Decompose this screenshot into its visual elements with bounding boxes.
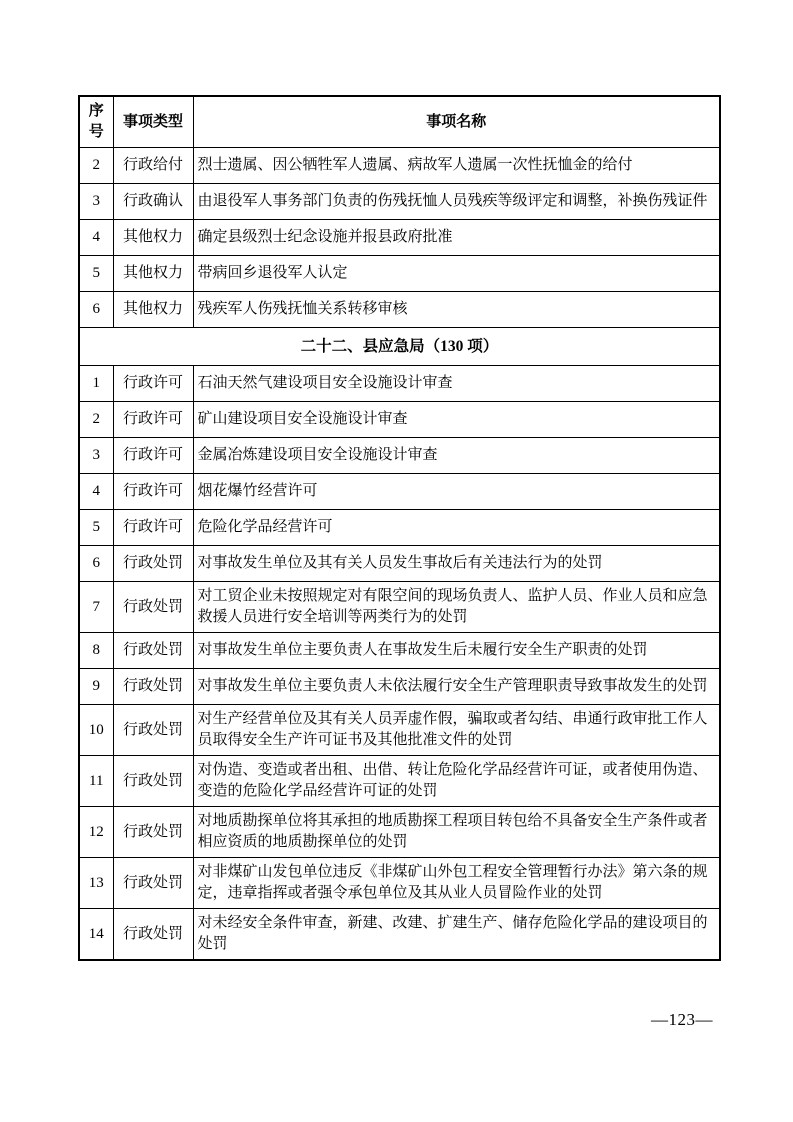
table-row: [79, 756, 720, 807]
cell-serial-number: 1: [79, 366, 113, 402]
table-row: [79, 474, 720, 510]
cell-item-type: 行政处罚: [113, 858, 193, 909]
cell-serial-number: 6: [79, 292, 113, 328]
table-row: [79, 705, 720, 756]
cell-serial-number: 4: [79, 474, 113, 510]
cell-item-name: 确定县级烈士纪念设施并报县政府批准: [193, 220, 720, 256]
cell-serial-number: 3: [79, 184, 113, 220]
table-row: [79, 510, 720, 546]
section-title: 二十二、县应急局（130 项）: [79, 328, 720, 366]
table-row: [79, 402, 720, 438]
cell-item-type: 行政处罚: [113, 705, 193, 756]
cell-item-name: 烟花爆竹经营许可: [193, 474, 720, 510]
cell-serial-number: 6: [79, 546, 113, 582]
cell-serial-number: 14: [79, 909, 113, 961]
cell-serial-number: 4: [79, 220, 113, 256]
cell-item-name: 对伪造、变造或者出租、出借、转让危险化学品经营许可证，或者使用伪造、变造的危险化学品经营许可证的处罚: [193, 756, 720, 807]
cell-item-name: 对生产经营单位及其有关人员弄虚作假，骗取或者勾结、串通行政审批工作人员取得安全生产许可证书及其他批准文件的处罚: [193, 705, 720, 756]
table-body: [79, 148, 720, 961]
cell-item-name: 矿山建设项目安全设施设计审查: [193, 402, 720, 438]
cell-serial-number: 5: [79, 256, 113, 292]
table-row: [79, 546, 720, 582]
cell-item-type: 行政处罚: [113, 909, 193, 961]
cell-item-type: 行政处罚: [113, 807, 193, 858]
page-number: —123—: [651, 1010, 713, 1029]
cell-serial-number: 2: [79, 148, 113, 184]
table-row: [79, 909, 720, 961]
cell-serial-number: 7: [79, 582, 113, 633]
cell-item-type: 行政处罚: [113, 756, 193, 807]
cell-item-type: 行政许可: [113, 402, 193, 438]
table-row: [79, 582, 720, 633]
table-row: [79, 184, 720, 220]
section-header-row: [79, 328, 720, 366]
cell-item-name: 对事故发生单位主要负责人未依法履行安全生产管理职责导致事故发生的处罚: [193, 669, 720, 705]
cell-item-type: 行政许可: [113, 438, 193, 474]
cell-serial-number: 12: [79, 807, 113, 858]
table-row: [79, 256, 720, 292]
table-row: [79, 858, 720, 909]
cell-item-name: 带病回乡退役军人认定: [193, 256, 720, 292]
cell-item-name: 对非煤矿山发包单位违反《非煤矿山外包工程安全管理暂行办法》第六条的规定，违章指挥或者强令承包单位及其从业人员冒险作业的处罚: [193, 858, 720, 909]
cell-item-type: 行政处罚: [113, 546, 193, 582]
cell-item-name: 由退役军人事务部门负责的伤残抚恤人员残疾等级评定和调整，补换伤残证件: [193, 184, 720, 220]
table-row: [79, 669, 720, 705]
cell-serial-number: 10: [79, 705, 113, 756]
cell-item-type: 行政处罚: [113, 582, 193, 633]
header-item-name: 事项名称: [193, 96, 720, 148]
cell-item-name: 对工贸企业未按照规定对有限空间的现场负责人、监护人员、作业人员和应急救援人员进行安全培训等两类行为的处罚: [193, 582, 720, 633]
cell-item-type: 行政处罚: [113, 669, 193, 705]
cell-item-name: 对未经安全条件审查，新建、改建、扩建生产、储存危险化学品的建设项目的处罚: [193, 909, 720, 961]
cell-item-type: 行政确认: [113, 184, 193, 220]
cell-item-name: 金属冶炼建设项目安全设施设计审查: [193, 438, 720, 474]
table-row: [79, 438, 720, 474]
cell-serial-number: 3: [79, 438, 113, 474]
cell-item-type: 其他权力: [113, 220, 193, 256]
approval-items-table: [78, 95, 721, 961]
cell-item-type: 行政许可: [113, 366, 193, 402]
header-serial-number: 序号: [79, 96, 113, 148]
cell-serial-number: 9: [79, 669, 113, 705]
cell-item-name: 残疾军人伤残抚恤关系转移审核: [193, 292, 720, 328]
cell-serial-number: 2: [79, 402, 113, 438]
cell-serial-number: 8: [79, 633, 113, 669]
table-row: [79, 366, 720, 402]
cell-item-type: 行政给付: [113, 148, 193, 184]
cell-item-name: 危险化学品经营许可: [193, 510, 720, 546]
cell-item-name: 烈士遗属、因公牺牲军人遗属、病故军人遗属一次性抚恤金的给付: [193, 148, 720, 184]
cell-serial-number: 13: [79, 858, 113, 909]
cell-item-type: 其他权力: [113, 256, 193, 292]
cell-item-type: 行政许可: [113, 510, 193, 546]
table-row: [79, 220, 720, 256]
header-item-type: 事项类型: [113, 96, 193, 148]
cell-serial-number: 11: [79, 756, 113, 807]
cell-item-type: 行政许可: [113, 474, 193, 510]
cell-item-type: 行政处罚: [113, 633, 193, 669]
cell-serial-number: 5: [79, 510, 113, 546]
table-row: [79, 807, 720, 858]
cell-item-name: 对地质勘探单位将其承担的地质勘探工程项目转包给不具备安全生产条件或者相应资质的地质勘探单位的处罚: [193, 807, 720, 858]
cell-item-type: 其他权力: [113, 292, 193, 328]
cell-item-name: 石油天然气建设项目安全设施设计审查: [193, 366, 720, 402]
cell-item-name: 对事故发生单位及其有关人员发生事故后有关违法行为的处罚: [193, 546, 720, 582]
table-row: [79, 148, 720, 184]
cell-item-name: 对事故发生单位主要负责人在事故发生后未履行安全生产职责的处罚: [193, 633, 720, 669]
table-row: [79, 633, 720, 669]
table-header-row: [79, 96, 720, 148]
table-row: [79, 292, 720, 328]
